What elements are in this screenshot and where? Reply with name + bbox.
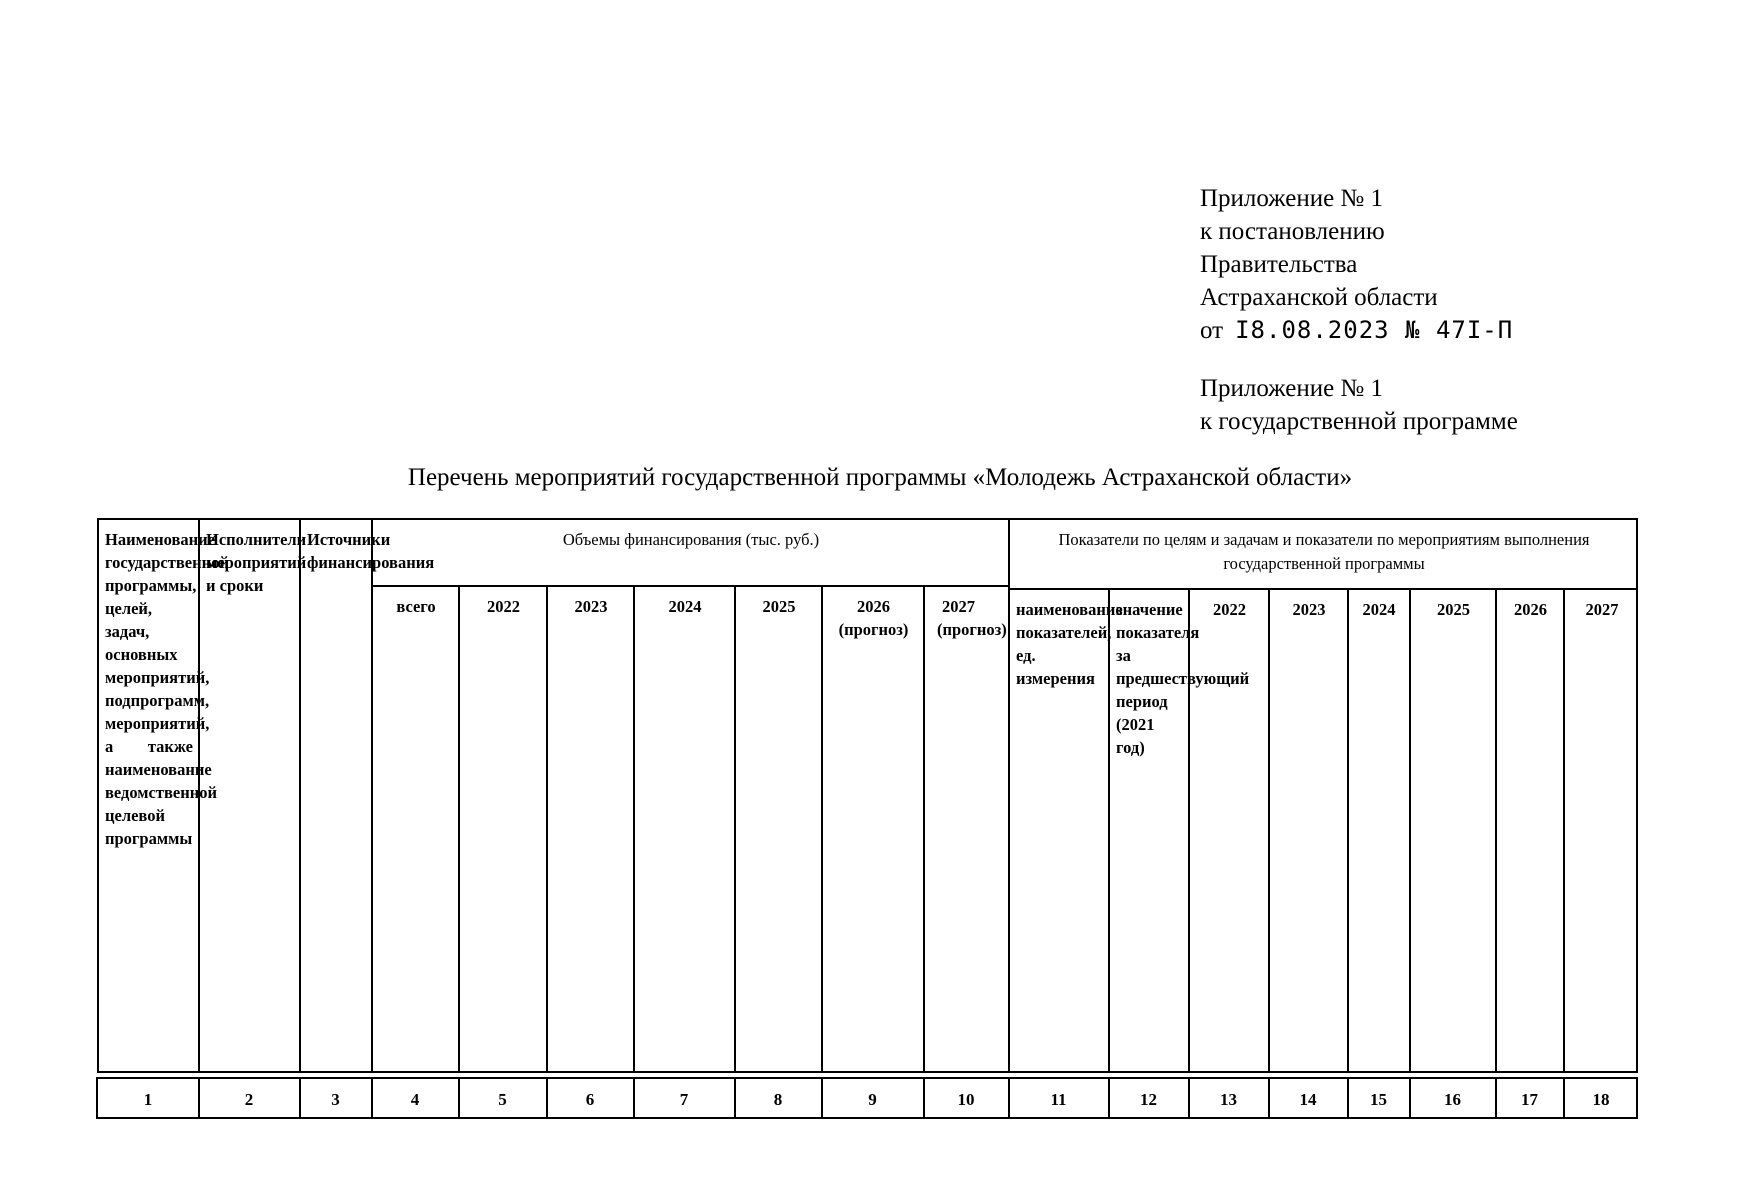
appendix-decree-line3: Правительства (1200, 251, 1358, 278)
column-number: 13 (1220, 1090, 1237, 1109)
appendix-program-line1: Приложение № 1 (1200, 375, 1384, 402)
header-funding-total: всего (396, 597, 436, 616)
header-indicator-2025: 2025 (1437, 600, 1470, 619)
appendix-decree-line1: Приложение № 1 (1200, 185, 1384, 212)
header-indicator-2024: 2024 (1362, 600, 1396, 619)
column-number: 2 (244, 1090, 254, 1109)
decree-date-number-stamp: I8.08.2023 № 47I-П (1235, 316, 1514, 344)
column-number: 4 (410, 1090, 420, 1109)
header-program-name: Наименование государственной программы, целей, задач, основных мероприятий, подпрограмм, мероприятий, а также наименование ведомственной целевой программы (105, 530, 229, 848)
header-funding-2022: 2022 (487, 597, 520, 616)
column-number: 17 (1521, 1090, 1538, 1109)
header-indicator-2022: 2022 (1213, 600, 1246, 619)
column-number: 14 (1299, 1090, 1317, 1109)
header-funding-2025: 2025 (762, 597, 796, 616)
column-number: 7 (679, 1090, 689, 1109)
column-number: 16 (1444, 1090, 1461, 1109)
document-title: Перечень мероприятий государственной программы «Молодежь Астраханской области» (407, 464, 1353, 491)
header-funding-2026: 2026 (прогноз) (838, 597, 909, 639)
appendix-decree-line2: к постановлению (1200, 218, 1385, 245)
column-number: 9 (868, 1090, 877, 1109)
column-number: 18 (1592, 1090, 1610, 1109)
column-number: 15 (1370, 1090, 1387, 1109)
column-number: 8 (773, 1090, 783, 1109)
header-funding-sources: Источники финансирования (307, 530, 435, 572)
header-indicator-2023: 2023 (1292, 600, 1326, 619)
column-number: 10 (957, 1090, 975, 1109)
appendix-decree-line5 (1200, 314, 1513, 347)
column-number: 6 (585, 1090, 595, 1109)
decree-prefix: от (1200, 317, 1224, 344)
header-indicators: Показатели по целям и задачам и показатели по мероприятиям выполнения государственной программы (1058, 530, 1590, 573)
header-funding-2027: 2027 (прогноз) (937, 597, 1007, 639)
header-executors: Исполнители мероприятий и сроки (206, 530, 307, 595)
column-number: 12 (1140, 1090, 1157, 1109)
appendix-program-block (1200, 372, 1518, 438)
header-funding-2023: 2023 (574, 597, 608, 616)
header-indicator-name: наименование показателей, ед. измерения (1016, 600, 1123, 688)
column-number: 5 (498, 1090, 507, 1109)
header-funding-volumes: Объемы финансирования (тыс. руб.) (562, 530, 820, 549)
appendix-decree-line4: Астраханской области (1200, 284, 1438, 311)
column-number: 1 (143, 1090, 153, 1109)
column-number: 11 (1050, 1090, 1067, 1109)
header-indicator-previous-value: значение показателя за предшествующий период (2021 год) (1116, 600, 1250, 757)
column-number: 3 (331, 1090, 340, 1109)
appendix-decree-block (1200, 182, 1513, 347)
appendix-program-line2: к государственной программе (1200, 408, 1518, 435)
header-funding-2024: 2024 (668, 597, 702, 616)
header-indicator-2027: 2027 (1585, 600, 1619, 619)
header-indicator-2026: 2026 (1514, 600, 1547, 619)
